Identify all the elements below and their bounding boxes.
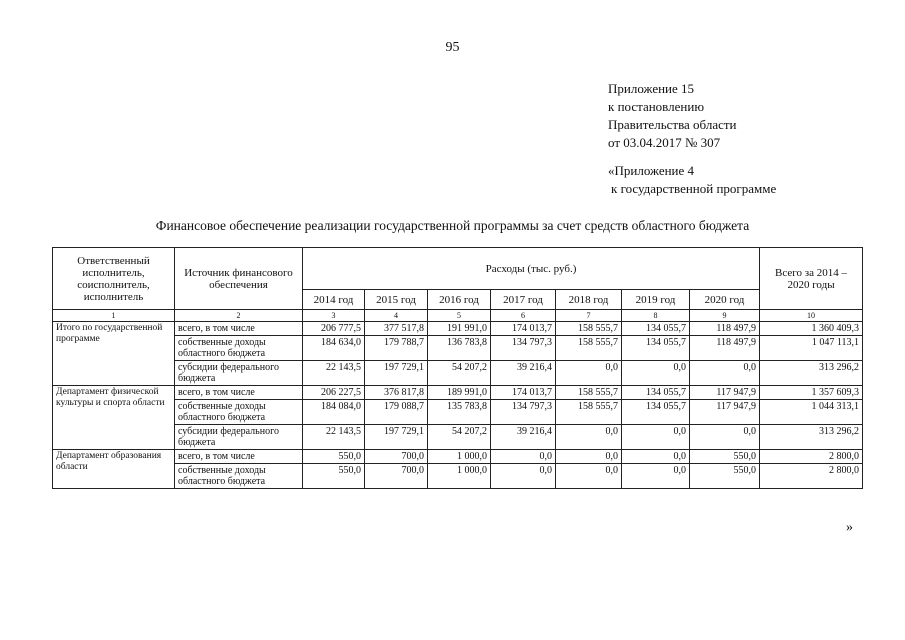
- table-row: [53, 464, 863, 489]
- value-cell: 550,0: [690, 464, 760, 489]
- value-cell: 118 497,9: [690, 336, 760, 361]
- value-cell: 22 143,5: [303, 361, 365, 386]
- value-cell: 0,0: [622, 361, 690, 386]
- value-cell: 117 947,9: [690, 400, 760, 425]
- column-number: 1: [53, 310, 175, 322]
- table-row: [53, 361, 863, 386]
- table-row: [53, 336, 863, 361]
- value-cell: 197 729,1: [365, 425, 428, 450]
- source-cell: собственные доходы областного бюджета: [175, 336, 303, 361]
- header-expenses: Расходы (тыс. руб.): [303, 248, 760, 290]
- column-number: 4: [365, 310, 428, 322]
- value-cell: 197 729,1: [365, 361, 428, 386]
- value-cell: 135 783,8: [428, 400, 491, 425]
- appendix-4-block: [608, 162, 776, 198]
- column-number: 9: [690, 310, 760, 322]
- header-year: 2015 год: [365, 290, 428, 310]
- value-cell: 0,0: [690, 425, 760, 450]
- appendix-4-line-1: «Приложение 4: [608, 163, 695, 178]
- appendix-line-3: Правительства области: [608, 117, 737, 132]
- value-cell: 184 634,0: [303, 336, 365, 361]
- source-cell: субсидии федерального бюджета: [175, 425, 303, 450]
- source-cell: всего, в том числе: [175, 386, 303, 400]
- value-cell: 550,0: [690, 450, 760, 464]
- responsible-cell: Итого по государственной программе: [53, 322, 175, 386]
- appendix-4-line-2: к государственной программе: [611, 181, 777, 196]
- total-cell: 313 296,2: [760, 425, 863, 450]
- value-cell: 134 055,7: [622, 322, 690, 336]
- value-cell: 189 991,0: [428, 386, 491, 400]
- appendix-line-2: к постановлению: [608, 99, 705, 114]
- value-cell: 0,0: [622, 464, 690, 489]
- header-year: 2016 год: [428, 290, 491, 310]
- value-cell: 158 555,7: [556, 322, 622, 336]
- header-year: 2019 год: [622, 290, 690, 310]
- value-cell: 118 497,9: [690, 322, 760, 336]
- table-row: [53, 425, 863, 450]
- responsible-cell: Департамент физической культуры и спорта области: [53, 386, 175, 450]
- value-cell: 550,0: [303, 464, 365, 489]
- column-number: 2: [175, 310, 303, 322]
- table-row: [53, 322, 863, 336]
- table-row: [53, 386, 863, 400]
- column-number: 7: [556, 310, 622, 322]
- total-cell: 1 357 609,3: [760, 386, 863, 400]
- column-number: 8: [622, 310, 690, 322]
- value-cell: 206 777,5: [303, 322, 365, 336]
- table-row: [53, 450, 863, 464]
- value-cell: 22 143,5: [303, 425, 365, 450]
- value-cell: 179 788,7: [365, 336, 428, 361]
- value-cell: 134 055,7: [622, 400, 690, 425]
- value-cell: 134 055,7: [622, 386, 690, 400]
- appendix-line-1: Приложение 15: [608, 81, 695, 96]
- header-source: Источник финансового обеспечения: [175, 248, 303, 310]
- column-number: 6: [491, 310, 556, 322]
- total-cell: 1 044 313,1: [760, 400, 863, 425]
- value-cell: 39 216,4: [491, 425, 556, 450]
- value-cell: 184 084,0: [303, 400, 365, 425]
- value-cell: 39 216,4: [491, 361, 556, 386]
- value-cell: 54 207,2: [428, 361, 491, 386]
- value-cell: 54 207,2: [428, 425, 491, 450]
- value-cell: 0,0: [556, 464, 622, 489]
- source-cell: собственные доходы областного бюджета: [175, 400, 303, 425]
- value-cell: 134 055,7: [622, 336, 690, 361]
- total-cell: 2 800,0: [760, 464, 863, 489]
- value-cell: 117 947,9: [690, 386, 760, 400]
- source-cell: всего, в том числе: [175, 450, 303, 464]
- value-cell: 158 555,7: [556, 386, 622, 400]
- header-year: 2020 год: [690, 290, 760, 310]
- value-cell: 134 797,3: [491, 400, 556, 425]
- total-cell: 1 360 409,3: [760, 322, 863, 336]
- value-cell: 179 088,7: [365, 400, 428, 425]
- source-cell: субсидии федерального бюджета: [175, 361, 303, 386]
- header-year: 2018 год: [556, 290, 622, 310]
- appendix-block: [608, 80, 737, 152]
- value-cell: 0,0: [622, 425, 690, 450]
- source-cell: всего, в том числе: [175, 322, 303, 336]
- total-cell: 2 800,0: [760, 450, 863, 464]
- column-number: 5: [428, 310, 491, 322]
- column-number-row: [53, 310, 863, 322]
- value-cell: 136 783,8: [428, 336, 491, 361]
- responsible-cell: Департамент образования области: [53, 450, 175, 489]
- value-cell: 158 555,7: [556, 400, 622, 425]
- closing-quote-mark: »: [846, 520, 853, 535]
- value-cell: 1 000,0: [428, 450, 491, 464]
- value-cell: 0,0: [690, 361, 760, 386]
- source-cell: собственные доходы областного бюджета: [175, 464, 303, 489]
- value-cell: 191 991,0: [428, 322, 491, 336]
- header-responsible: Ответственный исполнитель, соисполнитель, исполнитель: [53, 248, 175, 310]
- document-title: Финансовое обеспечение реализации государственной программы за счет средств областного бюджета: [155, 218, 750, 233]
- appendix-line-4: от 03.04.2017 № 307: [608, 135, 721, 150]
- header-total: Всего за 2014 – 2020 годы: [760, 248, 863, 310]
- value-cell: 700,0: [365, 450, 428, 464]
- value-cell: 0,0: [556, 425, 622, 450]
- value-cell: 174 013,7: [491, 322, 556, 336]
- table-row: [53, 400, 863, 425]
- total-cell: 313 296,2: [760, 361, 863, 386]
- header-year: 2014 год: [303, 290, 365, 310]
- value-cell: 0,0: [556, 361, 622, 386]
- value-cell: 174 013,7: [491, 386, 556, 400]
- value-cell: 550,0: [303, 450, 365, 464]
- value-cell: 0,0: [622, 450, 690, 464]
- page-number: 95: [445, 40, 460, 55]
- value-cell: 1 000,0: [428, 464, 491, 489]
- value-cell: 700,0: [365, 464, 428, 489]
- value-cell: 0,0: [491, 464, 556, 489]
- value-cell: 0,0: [556, 450, 622, 464]
- value-cell: 134 797,3: [491, 336, 556, 361]
- value-cell: 158 555,7: [556, 336, 622, 361]
- value-cell: 376 817,8: [365, 386, 428, 400]
- value-cell: 0,0: [491, 450, 556, 464]
- column-number: 3: [303, 310, 365, 322]
- column-number: 10: [760, 310, 863, 322]
- value-cell: 377 517,8: [365, 322, 428, 336]
- header-year: 2017 год: [491, 290, 556, 310]
- value-cell: 206 227,5: [303, 386, 365, 400]
- financing-table: [52, 247, 863, 489]
- total-cell: 1 047 113,1: [760, 336, 863, 361]
